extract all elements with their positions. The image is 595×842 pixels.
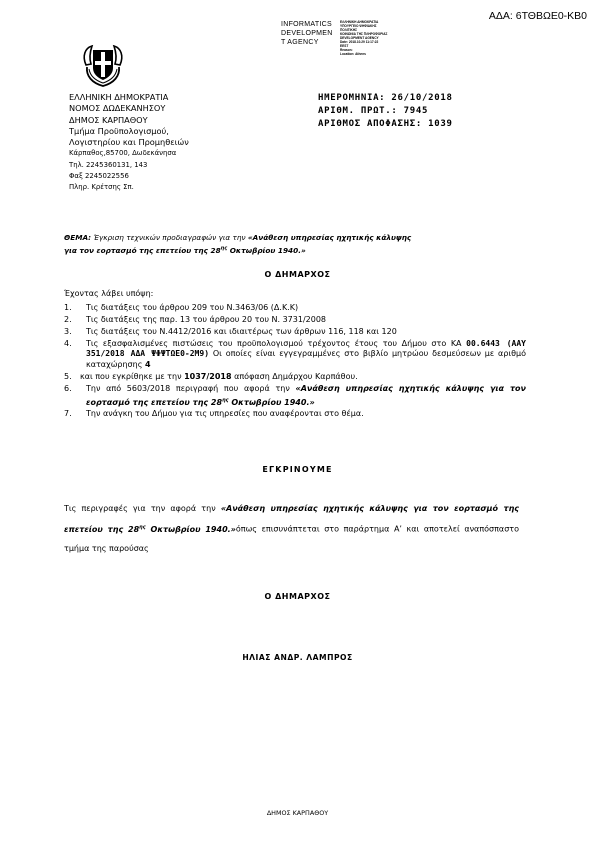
list-item xyxy=(64,339,526,371)
ordinal-suffix: ης xyxy=(220,245,228,252)
subject xyxy=(64,232,534,256)
list-text: Τις διατάξεις του άρθρου 209 του Ν.3463/06 (Δ.Κ.Κ) xyxy=(86,303,299,312)
list-text: Τις εξασφαλισμένες πιστώσεις του προϋπολογισμού τρέχοντος έτους του Δήμου στο ΚΑ xyxy=(86,338,467,348)
signature-title: Ο ΔΗΜΑΡΧΟΣ xyxy=(264,592,331,601)
decision-ref: 1037/2018 xyxy=(184,372,232,382)
list-number: 3. xyxy=(64,326,72,336)
subject-title: «Ανάθεση υπηρεσίας ηχητικής κάλυψης xyxy=(247,233,412,242)
service-title-end: Οκτωβρίου 1940.» xyxy=(145,524,236,534)
list-item xyxy=(64,372,526,383)
stamp-line: DEVELOPMEN xyxy=(281,30,333,37)
stamp-detail: ΠΟΛΙΤΙΚΗΣ xyxy=(340,28,358,32)
list-text: απόφαση Δημάρχου Καρπάθου. xyxy=(231,372,358,382)
department-cont: Λογιστηρίου και Προμηθειών xyxy=(69,137,189,148)
mayor-heading: Ο ΔΗΜΑΡΧΟΣ xyxy=(264,270,331,279)
stamp-detail: EEST xyxy=(340,44,349,48)
list-text: και που εγκρίθηκε με την xyxy=(80,372,185,382)
country: ΕΛΛΗΝΙΚΗ ΔΗΜΟΚΡΑΤΙΑ xyxy=(69,92,169,102)
fax: Φαξ 2245022556 xyxy=(69,172,129,181)
stamp-line: T AGENCY xyxy=(281,39,319,46)
protocol-number: ΑΡΙΘΜ. ΠΡΩΤ.: 7945 xyxy=(318,106,429,117)
approval-paragraph xyxy=(64,499,519,558)
approval-text: Τις περιγραφές για την αφορά την xyxy=(64,504,221,513)
ada-code: ΑΔΑ: 6ΤΘΒΩΕ0-ΚΒ0 xyxy=(488,10,587,22)
list-text: Τις διατάξεις του Ν.4412/2016 και ιδιαιτέρως των άρθρων 116, 118 και 120 xyxy=(86,326,397,336)
address: Κάρπαθος,85700, Δωδεκάνησα xyxy=(69,149,177,158)
list-text: Οι οποίες είναι εγγεγραμμένες στο βιβλίο μητρώου δεσμεύσεων με αριθμό καταχώρησης xyxy=(86,349,526,370)
service-title: «Ανάθεση υπηρεσίας ηχητικής κάλυψης για τον εορτασμό της επετείου της 28 xyxy=(64,504,520,534)
sender-block xyxy=(69,92,189,194)
signatory-name: ΗΛΙΑΣ ΑΝΔΡ. ΛΑΜΠΡΟΣ xyxy=(242,653,353,662)
subject-title-cont: για τον εορτασμό της επετείου της 28 xyxy=(64,245,221,255)
list-item xyxy=(64,315,526,326)
page-footer: ΔΗΜΟΣ ΚΑΡΠΑΘΟΥ xyxy=(266,809,329,817)
budget-code: 00.6443 (ΑΑΥ 351/2018 ΑΔΑ ΨΦΨΤΩΕ0-2Μ9) xyxy=(86,338,526,359)
subject-label: ΘΕΜΑ: xyxy=(64,233,92,242)
stamp-line: INFORMATICS xyxy=(281,21,333,28)
stamp-detail: ΥΠΟΥΡΓΕΙΟ ΨΗΦΙΑΚΗΣ xyxy=(340,24,377,28)
stamp-detail: Date: 2018.10.29 11:17:22 xyxy=(340,40,379,44)
department: Τμήμα Προϋπολογισμού, xyxy=(69,125,169,136)
decision-number: ΑΡΙΘΜΟΣ ΑΠΟΦΑΣΗΣ: 1039 xyxy=(318,119,453,130)
list-number: 5. xyxy=(64,372,72,382)
service-title-end: Οκτωβρίου 1940.» xyxy=(228,397,315,407)
stamp-detail: ΕΛΛΗΝΙΚΗ ΔΗΜΟΚΡΑΤΙΑ xyxy=(340,20,379,24)
list-text: Τις διατάξεις της παρ. 13 του άρθρου 20 του Ν. 3731/2008 xyxy=(86,314,326,324)
subject-text: Έγκριση τεχνικών προδιαγραφών για την xyxy=(91,233,248,242)
list-text: Την από 5603/2018 περιγραφή που αφορά την xyxy=(86,384,296,394)
list-item xyxy=(64,303,526,314)
municipality: ΔΗΜΟΣ ΚΑΡΠΑΘΟΥ xyxy=(69,114,148,125)
considerations-list xyxy=(64,303,526,421)
list-number: 1. xyxy=(64,303,72,312)
list-item xyxy=(64,327,526,338)
digital-signature-details xyxy=(340,20,387,56)
list-number: 7. xyxy=(64,409,72,419)
ordinal-suffix: ης xyxy=(139,524,146,530)
stamp-detail: Location: Athens xyxy=(340,52,366,56)
stamp-detail: ΚΟΙΝΩΝΙΑ ΤΗΣ ΠΛΗΡΟΦΟΡΙΑΣ xyxy=(340,32,388,36)
list-number: 4. xyxy=(64,338,72,348)
stamp-detail: DEVELOPMENT AGENCY xyxy=(340,36,379,40)
list-text: Την ανάγκη του Δήμου για τις υπηρεσίες που αναφέρονται στο θέμα. xyxy=(86,409,364,419)
list-item xyxy=(64,384,526,408)
contact-person: Πληρ. Κρέτσης Σπ. xyxy=(69,183,134,192)
list-number: 6. xyxy=(64,384,72,394)
phone: Τηλ. 2245360131, 143 xyxy=(69,160,148,169)
approval-text: όπως επισυνάπτεται στο παράρτημα Α’ και αποτελεί αναπόσπαστο τμήμα της παρούσας xyxy=(64,524,519,553)
list-number: 2. xyxy=(64,314,72,324)
prefecture: ΝΟΜΟΣ ΔΩΔΕΚΑΝΗΣΟΥ xyxy=(69,103,166,114)
ordinal-suffix: ης xyxy=(222,396,229,403)
service-title: «Ανάθεση υπηρεσίας ηχητικής κάλυψης για τον εορτασμό της επετείου της 28 xyxy=(86,384,526,407)
registration-number: 4 xyxy=(144,360,151,370)
intro-text: Έχοντας λάβει υπόψη: xyxy=(64,289,154,298)
greek-coat-of-arms-icon xyxy=(80,42,126,88)
document-date: ΗΜΕΡΟΜΗΝΙΑ: 26/10/2018 xyxy=(318,93,453,103)
stamp-detail: Reason: xyxy=(340,48,353,52)
approve-heading: ΕΓΚΡΙΝΟΥΜΕ xyxy=(262,465,333,474)
subject-title-end: Οκτωβρίου 1940.» xyxy=(227,245,306,255)
document-meta xyxy=(318,92,453,132)
list-item xyxy=(64,409,526,420)
